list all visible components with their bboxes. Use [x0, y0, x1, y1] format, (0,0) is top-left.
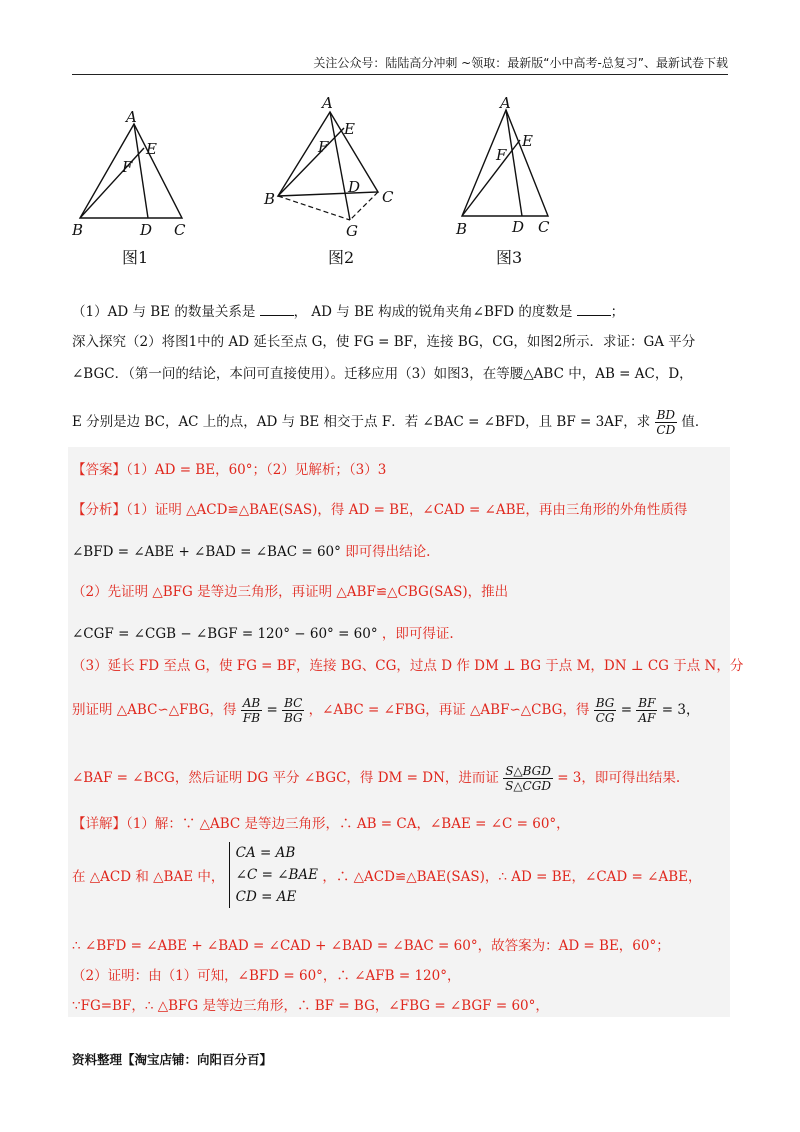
- frac-bf-den: AF: [638, 711, 656, 725]
- detail-line-5: ∵FG=BF，∴ △BFG 是等边三角形，∴ BF = BG，∠FBG = ∠BGF = 60°，: [72, 998, 549, 1014]
- q3-frac-num: BD: [656, 408, 676, 422]
- analysis-3-l2-c: = 3，: [661, 702, 700, 718]
- frac-bc-num: BC: [284, 696, 303, 710]
- figure-2: [262, 92, 412, 272]
- detail-line-4: （2）证明：由（1）可知，∠BFD = 60°，∴ ∠AFB = 120°，: [72, 968, 461, 984]
- figure-1-caption: 图1: [122, 248, 149, 267]
- figure-3: [452, 92, 562, 272]
- fig2-label-C: C: [382, 188, 394, 206]
- detail-line-1: [72, 812, 570, 832]
- fig2-label-F: F: [318, 138, 329, 156]
- analysis-line-1: [72, 498, 687, 518]
- figure-2-drawing: [262, 92, 412, 242]
- frac-bc-bg: [282, 696, 304, 725]
- fig1-label-B: B: [72, 221, 84, 239]
- analysis-line-6: [72, 696, 699, 725]
- fig2-label-B: B: [264, 190, 276, 208]
- answer-line: [72, 458, 386, 478]
- frac-ab-den: FB: [242, 711, 261, 725]
- question-2-line-1: 深入探究（2）将图1中的 AD 延长至点 G，使 FG = BF，连接 BG，CG，如图2所示．求证：GA 平分: [72, 334, 696, 350]
- fig1-label-D: D: [140, 221, 153, 239]
- frac-bg-den: CG: [595, 711, 615, 725]
- fig1-label-C: C: [174, 221, 186, 239]
- q1-end: ；: [610, 304, 625, 320]
- page-header: [72, 52, 728, 75]
- q1-blank-1[interactable]: [260, 303, 294, 316]
- figure-3-drawing: [452, 92, 562, 242]
- q3-tail: 值．: [681, 414, 709, 430]
- analysis-3-l2-b: ，∠ABC = ∠FBG，再证 △ABF∽△CBG，得: [308, 702, 590, 718]
- answer-text: （1）AD = BE，60°；（2）见解析；（3）3: [126, 462, 387, 478]
- fig3-label-E: E: [522, 132, 533, 150]
- frac-area-num: S△BGD: [505, 764, 551, 778]
- analysis-line-7: [72, 764, 680, 793]
- answer-label: 【答案】: [72, 462, 126, 478]
- analysis-line-3: （2）先证明 △BFG 是等边三角形，再证明 △ABF≌△CBG(SAS)，推出: [72, 584, 509, 600]
- fig1-label-F: F: [122, 158, 133, 176]
- analysis-2-tail: ，即可得证.: [381, 626, 454, 642]
- figure-1: [72, 92, 192, 272]
- analysis-label: 【分析】: [72, 502, 126, 518]
- q1-part-b: AD 与 BE 构成的锐角夹角∠BFD 的度数是: [311, 304, 573, 320]
- fig3-label-B: B: [456, 220, 468, 238]
- fig2-label-E: E: [344, 120, 355, 138]
- analysis-2-eq: ∠CGF = ∠CGB − ∠BGF = 120° − 60° = 60°: [72, 626, 378, 642]
- frac-bf-af: [636, 696, 657, 725]
- figure-3-caption: 图3: [496, 248, 523, 267]
- eq-sign-2: =: [620, 702, 632, 718]
- q1-number: （1）: [72, 304, 108, 320]
- detail-1-text: （1）解：∵ △ABC 是等边三角形，∴ AB = CA，∠BAE = ∠C = 60°，: [126, 816, 570, 832]
- fig3-label-A: A: [500, 94, 511, 112]
- analysis-1-text: （1）证明 △ACD≌△BAE(SAS)，得 AD = BE，∠CAD = ∠ABE，再由三角形的外角性质得: [126, 502, 688, 518]
- q3-fraction: [655, 408, 677, 437]
- frac-area-den: S△CGD: [505, 779, 551, 793]
- answer-box: [68, 447, 730, 1017]
- analysis-3-l3-b: = 3，即可得出结果.: [557, 770, 681, 786]
- q1-sep: ，: [293, 304, 308, 320]
- frac-bg-cg: [594, 696, 617, 725]
- analysis-1-eq: ∠BFD = ∠ABE + ∠BAD = ∠BAC = 60°: [72, 544, 341, 560]
- frac-area-ratio: [503, 764, 553, 793]
- analysis-line-5: （3）延长 FD 至点 G，使 FG = BF，连接 BG、CG，过点 D 作 DM ⊥ BG 于点 M，DN ⊥ CG 于点 N，分: [72, 658, 744, 674]
- frac-bg-num: BG: [595, 696, 615, 710]
- eq-sign-1: =: [266, 702, 278, 718]
- header-text: 关注公众号：陆陆高分冲刺 ~领取：最新版“小中高考-总复习”、最新试卷下载: [313, 56, 728, 70]
- analysis-line-4: [72, 622, 454, 642]
- fig2-label-G: G: [346, 222, 358, 240]
- frac-ab-fb: [241, 696, 262, 725]
- detail-label: 【详解】: [72, 816, 126, 832]
- detail-1-system: [229, 842, 318, 908]
- detail-1-sys-3: CD = AE: [235, 889, 297, 905]
- figure-1-drawing: [72, 92, 192, 242]
- question-2-line-2: ∠BGC．（第一问的结论，本问可直接使用）。迁移应用（3）如图3，在等腰△ABC 中，AB = AC，D，: [72, 366, 693, 382]
- question-1-line: [72, 300, 624, 320]
- detail-line-2: [72, 842, 701, 908]
- fig3-label-D: D: [512, 218, 525, 236]
- q3-frac-den: CD: [656, 423, 676, 437]
- frac-ab-num: AB: [242, 696, 261, 710]
- fig3-label-C: C: [538, 218, 550, 236]
- detail-line-3: ∴ ∠BFD = ∠ABE + ∠BAD = ∠CAD + ∠BAD = ∠BAC = 60°，故答案为：AD = BE，60°；: [72, 938, 670, 954]
- analysis-1-tail: 即可得出结论.: [345, 544, 431, 560]
- frac-bc-den: BG: [283, 711, 303, 725]
- q1-blank-2[interactable]: [577, 303, 611, 316]
- fig1-label-E: E: [146, 140, 157, 158]
- frac-bf-num: BF: [638, 696, 656, 710]
- page-footer: 资料整理【淘宝店铺：向阳百分百】: [72, 1052, 273, 1067]
- analysis-3-l3-a: ∠BAF = ∠BCG，然后证明 DG 平分 ∠BGC，得 DM = DN，进而证: [72, 770, 499, 786]
- fig3-label-F: F: [496, 146, 507, 164]
- detail-1-in: 在 △ACD 和 △BAE 中，: [72, 869, 225, 885]
- fig2-label-D: D: [348, 178, 361, 196]
- detail-1-sys-2: ∠C = ∠BAE: [235, 867, 319, 883]
- figure-2-caption: 图2: [328, 248, 355, 267]
- detail-1-concl: ，∴ △ACD≌△BAE(SAS)，∴ AD = BE，∠CAD = ∠ABE，: [322, 869, 702, 885]
- detail-1-sys-1: CA = AB: [235, 845, 296, 861]
- question-3-line: [72, 408, 708, 437]
- analysis-line-2: [72, 540, 430, 560]
- q1-part-a: AD 与 BE 的数量关系是: [107, 304, 256, 320]
- analysis-3-l2-a: 别证明 △ABC∽△FBG，得: [72, 702, 237, 718]
- fig2-label-A: A: [322, 94, 333, 112]
- q3-text: E 分别是边 BC，AC 上的点，AD 与 BE 相交于点 F．若 ∠BAC = ∠BFD，且 BF = 3AF，求: [72, 414, 651, 430]
- fig1-label-A: A: [126, 108, 137, 126]
